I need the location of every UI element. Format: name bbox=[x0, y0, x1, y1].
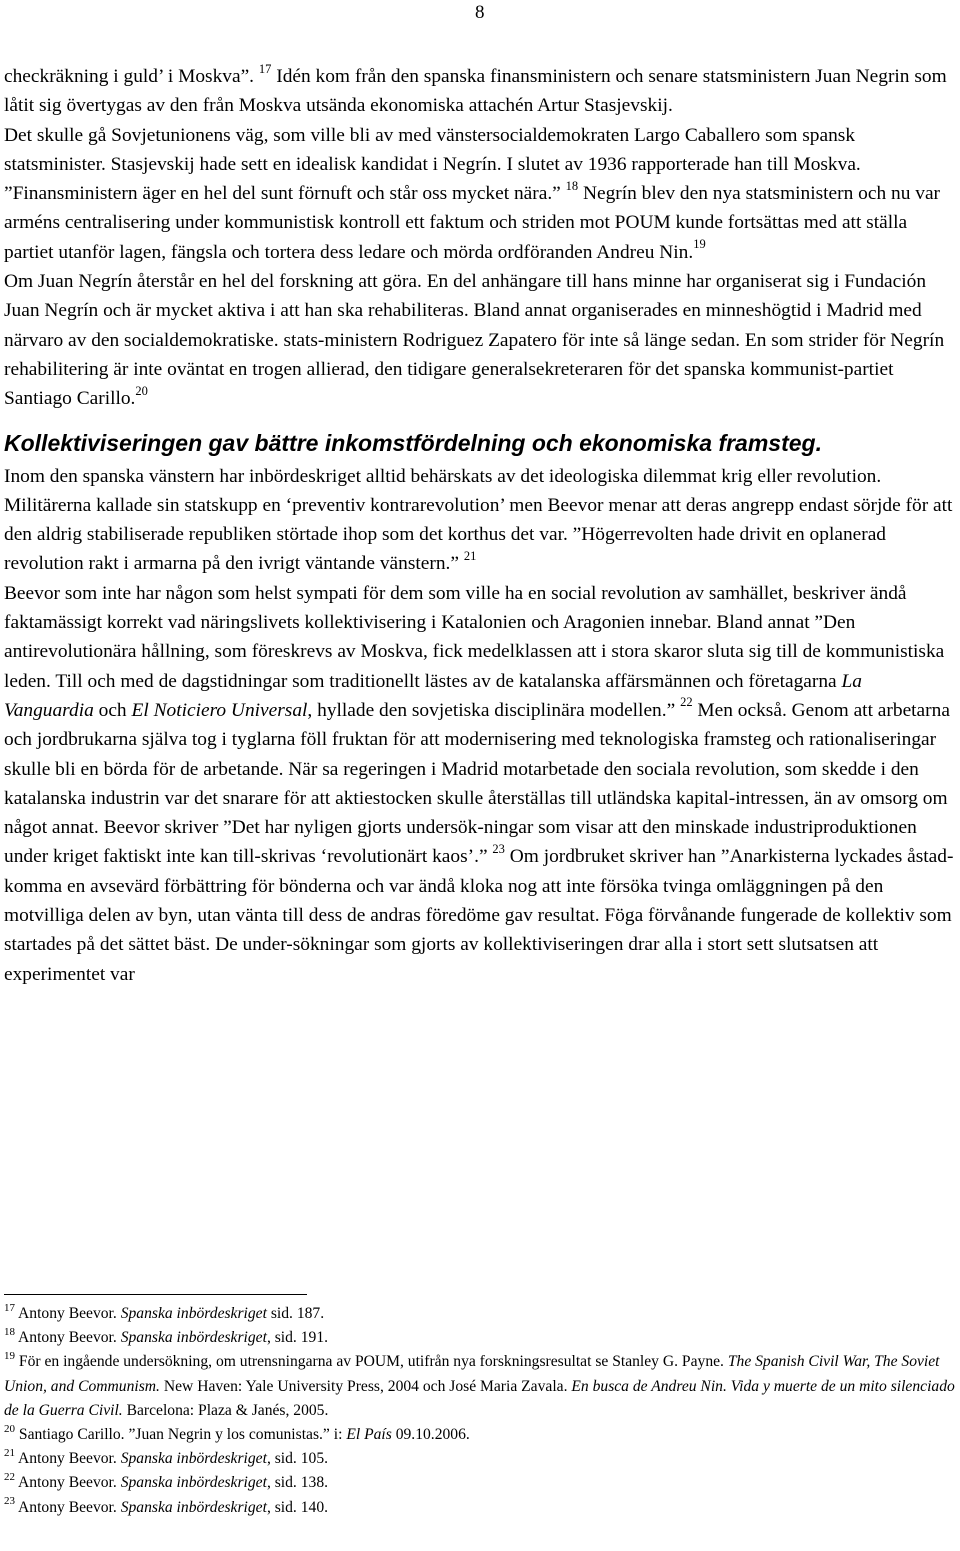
paragraph-3 bbox=[4, 267, 956, 413]
page-number: 8 bbox=[475, 2, 485, 23]
italic-title: The Spanish Civil War, The Soviet Union, and Communism. bbox=[4, 1353, 940, 1395]
text-run: 09.10.2006. bbox=[391, 1426, 470, 1444]
text-run: Om Juan Negrín återstår en hel del forskning att göra. En del anhängare till hans minne har organiserat sig i Fundación Juan Negrín och är mycket aktiva i att han ska rehabiliteras. Bland annat organiserades en minneshögtid i Madrid med närvaro av den socialdemokratiske. stats-ministern Rodriguez Zapatero för inte så länge sedan. En som strider för Negrín rehabilitering är inte oväntat en trogen allierad, den tidigare generalsekreteraren för det spanska kommunist-partiet Santiago Carillo. bbox=[4, 271, 945, 410]
footnote-ref: 21 bbox=[463, 548, 477, 563]
text-run: , sid. 191. bbox=[266, 1329, 329, 1347]
text-run: , hyllade den sovjetiska disciplinära modellen.” bbox=[307, 699, 681, 721]
text-run: Antony Beevor. bbox=[15, 1305, 121, 1322]
text-run: Det skulle gå Sovjetunionens väg, som ville bli av med vänstersocialdemokraten Largo Caballero som spansk statsminister. Stasjevskij hade sett en idealisk kandidat i Negrín. I slutet av 1936 rapporterade han till Moskva. ”Finansministern äger en hel del sunt förnuft och står oss mycket nära.” bbox=[4, 124, 861, 205]
text-run: Antony Beevor. bbox=[15, 1329, 121, 1347]
italic-title: Spanska inbördeskriget bbox=[120, 1474, 267, 1492]
footnote-number: 23 bbox=[4, 1495, 15, 1508]
text-run: New Haven: Yale University Press, 2004 och José Maria Zavala. bbox=[159, 1377, 572, 1395]
footnote-ref: 22 bbox=[680, 695, 693, 710]
footnote bbox=[4, 1496, 956, 1520]
main-content bbox=[4, 62, 956, 989]
footnote-ref: 19 bbox=[693, 237, 706, 252]
section-heading: Kollektiviseringen gav bättre inkomstfördelning och ekonomiska framsteg. bbox=[4, 429, 822, 456]
footnote bbox=[4, 1326, 956, 1350]
italic-title: Spanska inbördeskriget bbox=[120, 1305, 267, 1322]
footnote bbox=[4, 1447, 956, 1471]
text-run: och bbox=[93, 699, 132, 721]
italic-title: Spanska inbördeskriget bbox=[120, 1329, 267, 1347]
footnote-number: 17 bbox=[4, 1301, 15, 1314]
text-run: , sid. 140. bbox=[266, 1498, 329, 1516]
paragraph-2 bbox=[4, 121, 956, 267]
text-run: Negrín blev den nya statsministern och nu var arméns centralisering under kommunistisk kontroll ett faktum och striden mot POUM kunde fortsättas med att ställa partiet utanför lagen, fängsla och tortera dess ledare och mörda ordföranden Andreu Nin. bbox=[4, 183, 941, 263]
text-run: Santiago Carillo. ”Juan Negrin y los comunistas.” i: bbox=[15, 1426, 347, 1444]
footnote bbox=[4, 1350, 956, 1423]
footnote-ref: 20 bbox=[135, 383, 148, 398]
footnote-number: 20 bbox=[4, 1422, 15, 1435]
text-run: Antony Beevor. bbox=[15, 1474, 121, 1492]
footnotes bbox=[4, 1302, 956, 1520]
text-run: Idén kom från den spanska finansministern och senare statsministern Juan Negrin som låtit sig övertygas av den från Moskva utsända ekonomiska attachén Artur Stasjevskij. bbox=[4, 66, 947, 117]
text-run: Men också. Genom att arbetarna och jordbrukarna själva tog i tyglarna föll fruktan för att modernisering med teknologiska framsteg och rationaliseringar skulle bli en börda för de arbetande. När sa regeringen i Madrid motarbetade den sociala revolution, som skedde i den katalanska industrin var det snarare för att aktiestocken skulle återställas till utländska kapital-intressen, än av omsorg om något annat. Beevor skriver ”Det har nyligen gjorts undersök-ningar som visar att den minskade industriproduktionen under kriget faktiskt inte kan till-skrivas ‘revolutionärt kaos’.” bbox=[4, 699, 950, 868]
paragraph-4 bbox=[4, 462, 956, 579]
footnote bbox=[4, 1302, 956, 1326]
text-run: sid. 187. bbox=[266, 1305, 325, 1322]
footnote-ref: 17 bbox=[258, 61, 272, 76]
italic-title: Spanska inbördeskriget bbox=[120, 1498, 267, 1516]
text-run: , sid. 105. bbox=[266, 1450, 329, 1468]
footnote-ref: 23 bbox=[492, 841, 505, 856]
text-run: Antony Beevor. bbox=[15, 1498, 121, 1516]
italic-title: El País bbox=[346, 1426, 392, 1444]
paragraph-5 bbox=[4, 579, 956, 989]
footnote-number: 21 bbox=[4, 1447, 15, 1460]
paragraph-1 bbox=[4, 62, 956, 121]
footnote-number: 22 bbox=[4, 1471, 15, 1484]
italic-title: En busca de Andreu Nin. Vida y muerte de un mito silenciado de la Guerra Civil. bbox=[4, 1377, 955, 1419]
text-run: , sid. 138. bbox=[266, 1474, 329, 1492]
footnote bbox=[4, 1423, 956, 1447]
italic-title: La Vanguardia bbox=[4, 670, 862, 721]
text-run: checkräkning i guld’ i Moskva”. bbox=[4, 66, 259, 87]
italic-title: El Noticiero Universal bbox=[131, 699, 308, 721]
text-run: Inom den spanska vänstern har inbördeskriget alltid behärskats av det ideologiska dilemmat krig eller revolution. Militärerna kallade sin statskupp en ‘preventiv kontrarevolution’ men Beevor menar att deras angrepp endast sörjde för att den aldrig stabiliserade republiken störtade ihop som det korthus det var. ”Högerrevolten hade drivit en oplanerad revolution rakt i armarna på den ivrigt väntande vänstern.” bbox=[4, 465, 953, 575]
footnote-number: 19 bbox=[4, 1350, 15, 1363]
footnote-number: 18 bbox=[4, 1326, 15, 1339]
text-run: Barcelona: Plaza & Janés, 2005. bbox=[122, 1401, 329, 1419]
footnote-separator bbox=[4, 1294, 307, 1295]
italic-title: Spanska inbördeskriget bbox=[120, 1450, 267, 1468]
text-run: Beevor som inte har någon som helst sympati för dem som ville ha en social revolution av samhället, beskriver ändå faktamässigt korrekt vad näringslivets kollektivisering i Katalonien och Aragonien innebar. Bland annat ”Den antirevolutionära hållning, som föreskrevs av Moskva, fick medelklassen att i stora skaror sluta sig till de kommunistiska leden. Till och med de dagstidningar som traditionellt lästes av de katalanska affärsmännen och företagarna bbox=[4, 582, 945, 692]
text-run: Antony Beevor. bbox=[15, 1450, 121, 1468]
footnote bbox=[4, 1471, 956, 1495]
text-run: För en ingående undersökning, om utrensningarna av POUM, utifrån nya forskningsresultat se Stanley G. Payne. bbox=[15, 1353, 728, 1371]
footnote-ref: 18 bbox=[565, 178, 579, 193]
text-run: Om jordbruket skriver han ”Anarkisterna lyckades åstad-komma en avsevärd förbättring för bönderna och var ändå kloka nog att inte försöka tvinga omläggningen på den motvilliga delen av byn, utan vänta till dess de andras föredöme gav resultat. Föga förvånande fungerade de kollektiv som startades på det sättet bäst. De under-sökningar som gjorts av kollektiviseringen drar alla i stort sett slutsatsen att experimentet var bbox=[4, 846, 954, 985]
